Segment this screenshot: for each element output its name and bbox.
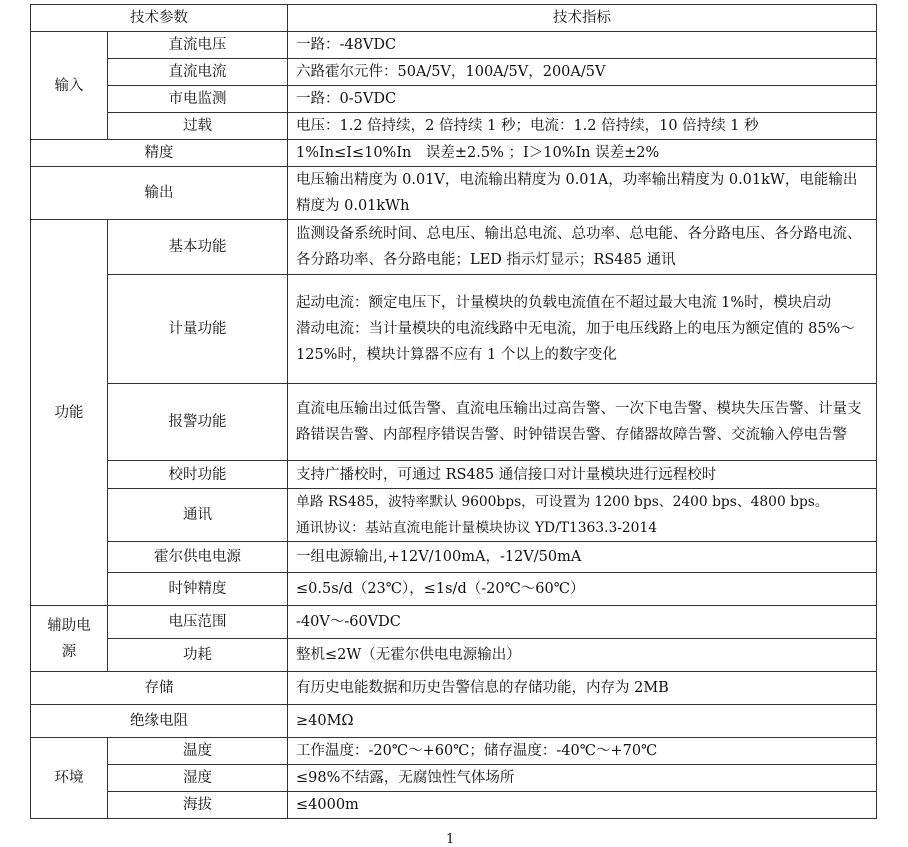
param-value: 电压输出精度为 0.01V，电流输出精度为 0.01A，功率输出精度为 0.01kW，电能输出精度为 0.01kWh [288,167,877,220]
group-aux-power: 辅助电源 [31,606,108,672]
param-name: 海拔 [108,792,288,819]
param-value: ≤0.5s/d（23℃），≤1s/d（-20℃～60℃） [288,573,877,606]
param-value: 电压：1.2 倍持续，2 倍持续 1 秒；电流：1.2 倍持续，10 倍持续 1 秒 [288,113,877,140]
param-name: 电压范围 [108,606,288,639]
group-environment: 环境 [31,738,108,819]
page-number: 1 [446,832,455,847]
param-name: 时钟精度 [108,573,288,606]
header-row [31,5,877,32]
table-row [31,275,877,384]
param-value: 工作温度：-20℃～+60℃；储存温度：-40℃～+70℃ [288,738,877,765]
table-row [31,573,877,606]
param-value: 六路霍尔元件：50A/5V，100A/5V，200A/5V [288,59,877,86]
param-value: 1%In≤I≤10%In 误差±2.5% ；I＞10%In 误差±2% [288,140,877,167]
table-row [31,606,877,639]
group-function: 功能 [31,220,108,606]
table-row [31,672,877,705]
table-row [31,220,877,275]
param-value: 监测设备系统时间、总电压、输出总电流、总功率、总电能、各分路电压、各分路电流、各分路功率、各分路电能；LED 指示灯显示；RS485 通讯 [288,220,877,275]
param-name: 基本功能 [108,220,288,275]
param-name: 报警功能 [108,384,288,461]
param-value-line: 起动电流：额定电压下，计量模块的负载电流值在不超过最大电流 1%时，模块启动 [296,295,832,311]
param-value: ≥40MΩ [288,705,877,738]
table-row [31,59,877,86]
header-param: 技术参数 [31,5,288,32]
group-input: 输入 [31,32,108,140]
param-value [288,275,877,384]
table-row [31,32,877,59]
table-row [31,792,877,819]
param-name: 市电监测 [108,86,288,113]
spec-table [30,4,877,819]
param-name: 湿度 [108,765,288,792]
table-row [31,113,877,140]
param-value: ≤4000m [288,792,877,819]
table-row [31,167,877,220]
param-name: 存储 [31,672,288,705]
param-name: 输出 [31,167,288,220]
param-name: 通讯 [108,489,288,542]
param-value: 整机≤2W（无霍尔供电电源输出） [288,639,877,672]
param-value-line: 潜动电流：当计量模块的电流线路中无电流，加于电压线路上的电压为额定值的 85%～125%时，模块计算器不应有 1 个以上的数字变化 [296,321,855,363]
param-value: ≤98%不结露，无腐蚀性气体场所 [288,765,877,792]
param-value: 有历史电能数据和历史告警信息的存储功能，内存为 2MB [288,672,877,705]
param-name: 直流电流 [108,59,288,86]
param-value: 支持广播校时，可通过 RS485 通信接口对计量模块进行远程校时 [288,461,877,489]
param-name: 计量功能 [108,275,288,384]
header-spec: 技术指标 [288,5,877,32]
param-name: 温度 [108,738,288,765]
param-name: 直流电压 [108,32,288,59]
table-row [31,542,877,573]
param-name: 精度 [31,140,288,167]
table-row [31,461,877,489]
param-value: 一路：0-5VDC [288,86,877,113]
table-row [31,705,877,738]
table-row [31,384,877,461]
param-name: 绝缘电阻 [31,705,288,738]
param-value: -40V～-60VDC [288,606,877,639]
param-value: 直流电压输出过低告警、直流电压输出过高告警、一次下电告警、模块失压告警、计量支路错误告警、内部程序错误告警、时钟错误告警、存储器故障告警、交流输入停电告警 [288,384,877,461]
param-name: 霍尔供电电源 [108,542,288,573]
param-name: 过载 [108,113,288,140]
param-value-line: 通讯协议：基站直流电能计量模块协议 YD/T1363.3-2014 [296,520,658,536]
table-row [31,140,877,167]
param-name: 功耗 [108,639,288,672]
param-value: 一组电源输出,+12V/100mA，-12V/50mA [288,542,877,573]
table-row [31,738,877,765]
table-row [31,765,877,792]
param-value: 一路：-48VDC [288,32,877,59]
table-row [31,86,877,113]
param-value-line: 单路 RS485，波特率默认 9600bps，可设置为 1200 bps、2400 bps、4800 bps。 [296,494,829,510]
param-value [288,489,877,542]
param-name: 校时功能 [108,461,288,489]
table-row [31,639,877,672]
table-row [31,489,877,542]
